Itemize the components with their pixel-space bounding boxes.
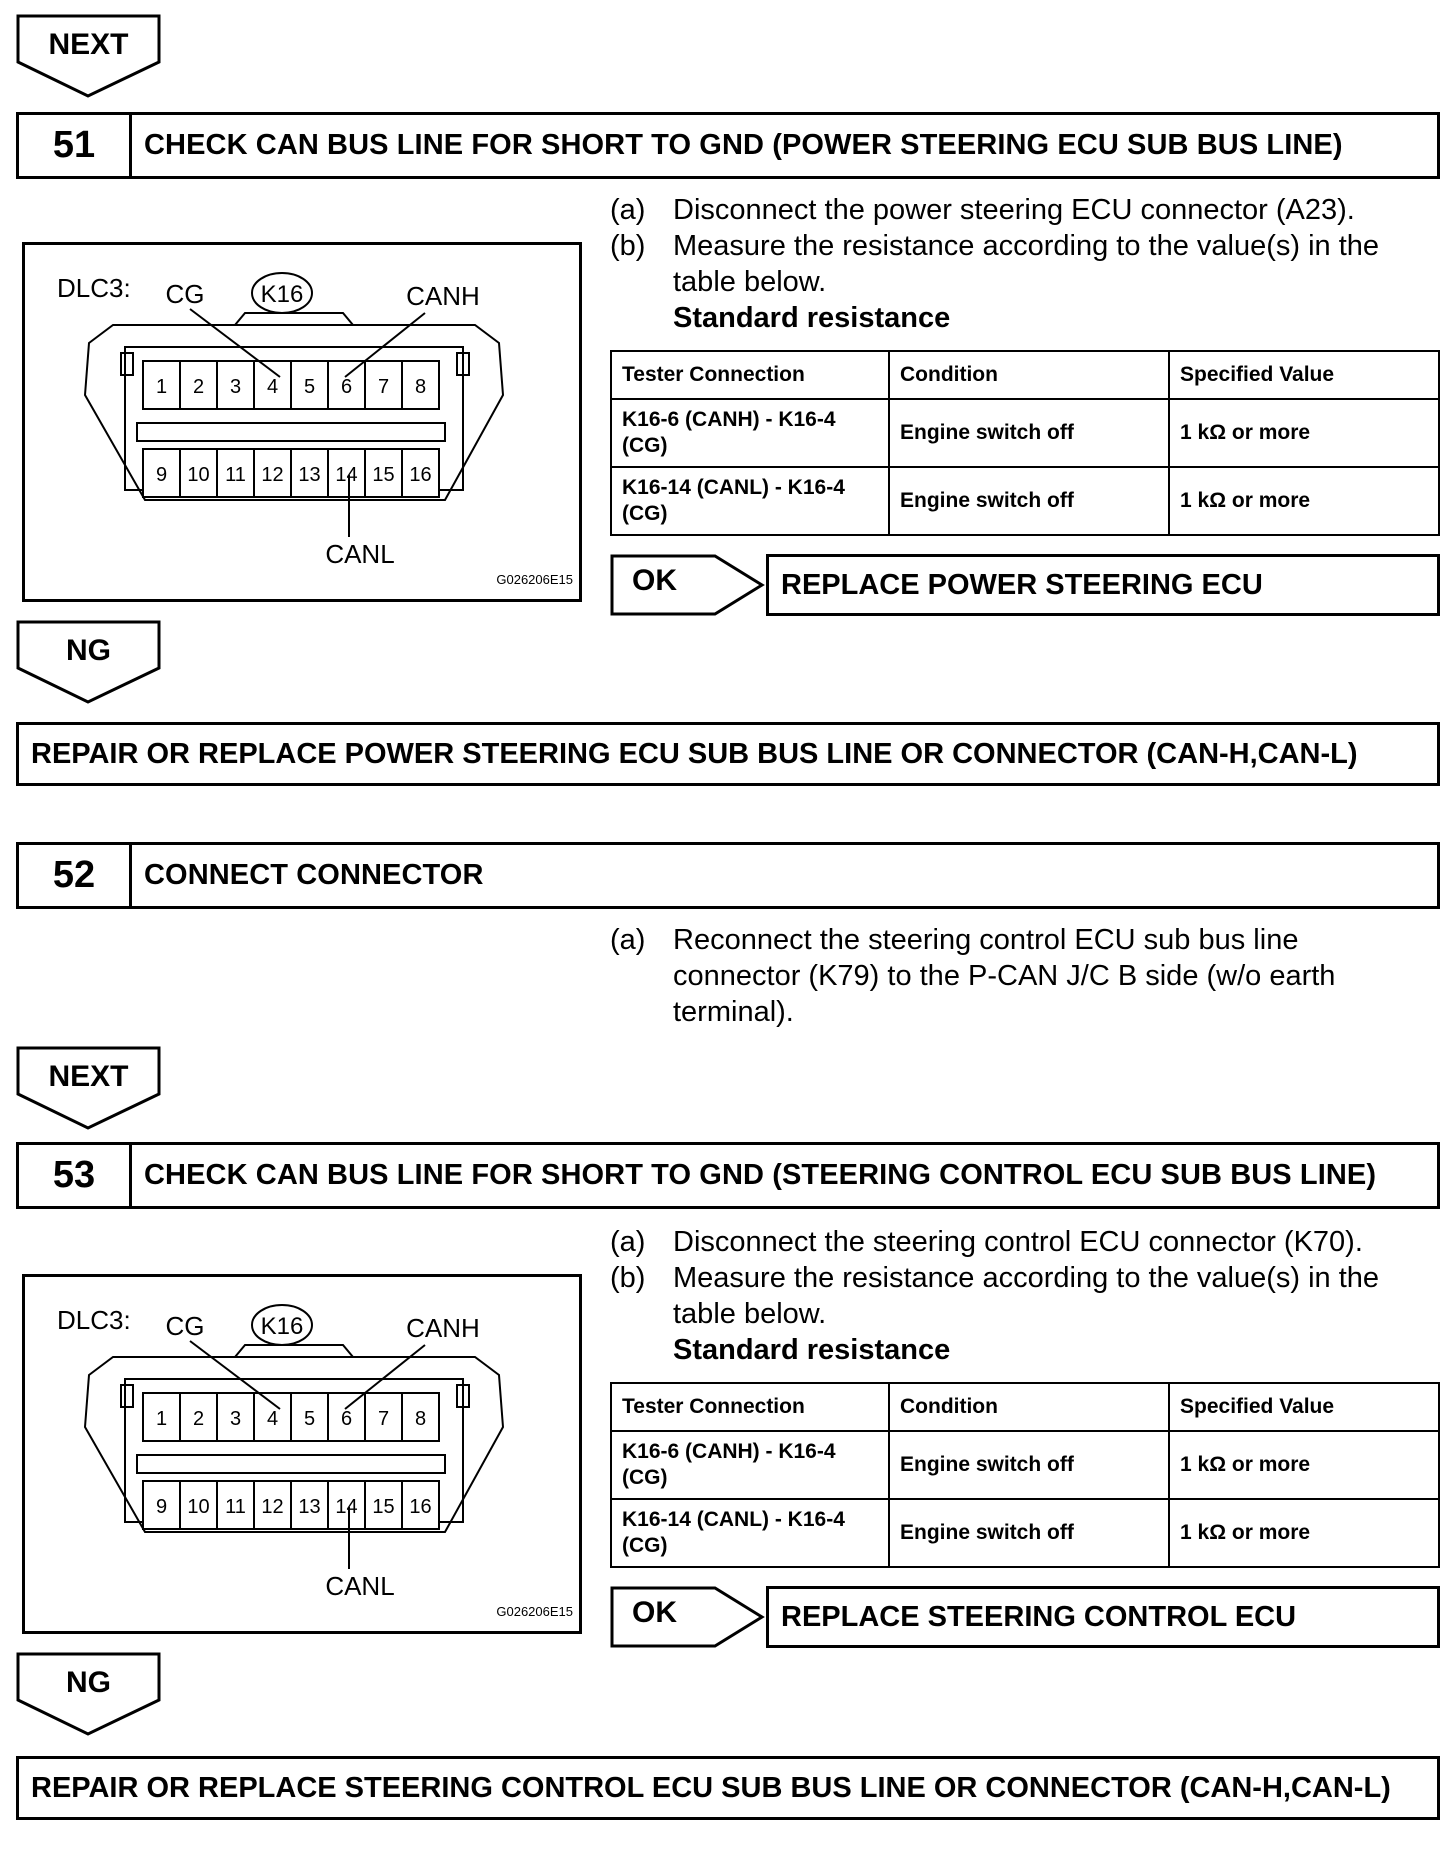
instruction-text: Disconnect the steering control ECU connector (K70). xyxy=(673,1226,1363,1258)
canl-label: CANL xyxy=(325,1571,395,1601)
pin-label: 7 xyxy=(377,376,390,398)
pin-label: 4 xyxy=(266,1408,279,1430)
dlc3-connector-drawing xyxy=(25,1277,585,1637)
step-number: 51 xyxy=(19,115,132,176)
dlc3-connector-drawing xyxy=(25,245,585,605)
next-label: NEXT xyxy=(48,28,129,61)
ok-label: OK xyxy=(632,564,677,597)
table-cell: K16-6 (CANH) - K16-4 (CG) xyxy=(611,1431,889,1499)
step-title: CHECK CAN BUS LINE FOR SHORT TO GND (POWER STEERING ECU SUB BUS LINE) xyxy=(144,129,1343,161)
instruction-letter: (a) xyxy=(610,1226,646,1258)
step-52-header xyxy=(16,842,1440,909)
next-label: NEXT xyxy=(48,1060,129,1093)
figure-code: G026206E15 xyxy=(496,572,573,587)
standard-row xyxy=(610,300,1440,336)
table-cell: 1 kΩ or more xyxy=(1169,399,1439,467)
cg-label: CG xyxy=(165,279,205,309)
instruction-letter: (a) xyxy=(610,194,646,226)
ng-result-box: REPAIR OR REPLACE POWER STEERING ECU SUB BUS LINE OR CONNECTOR (CAN-H,CAN-L) xyxy=(16,722,1440,786)
center-divider xyxy=(137,423,445,441)
table-row xyxy=(611,1499,1439,1567)
step-53-header xyxy=(16,1142,1440,1209)
latch-left xyxy=(121,353,133,375)
instruction-item xyxy=(610,1224,1440,1260)
pin-label: 5 xyxy=(303,1408,316,1430)
pin-label: 2 xyxy=(192,1408,205,1430)
pin-label: 1 xyxy=(155,1408,168,1430)
canh-label: CANH xyxy=(406,281,480,311)
pin-label: 16 xyxy=(409,1496,432,1518)
ok-label: OK xyxy=(632,1596,677,1629)
instruction-text: Reconnect the steering control ECU sub bus line connector (K79) to the P-CAN J/C B side (w/o earth terminal). xyxy=(673,924,1336,1028)
resistance-table xyxy=(610,1382,1440,1568)
instruction-text: Measure the resistance according to the value(s) in the table below. xyxy=(673,1262,1380,1330)
pin-label: 8 xyxy=(414,1408,427,1430)
table-cell: 1 kΩ or more xyxy=(1169,467,1439,535)
table-row xyxy=(611,467,1439,535)
ng-tag xyxy=(16,1652,161,1736)
ng-label: NG xyxy=(66,634,111,667)
pin-label: 2 xyxy=(192,376,205,398)
pin-label: 9 xyxy=(155,1496,168,1518)
table-cell: K16-14 (CANL) - K16-4 (CG) xyxy=(611,1499,889,1567)
pin-label: 5 xyxy=(303,376,316,398)
instruction-item xyxy=(610,192,1440,228)
step-53-instructions xyxy=(610,1224,1440,1368)
resistance-table xyxy=(610,350,1440,536)
instruction-letter: (b) xyxy=(610,1262,646,1294)
ok-arrow xyxy=(610,1586,765,1646)
canl-label: CANL xyxy=(325,539,395,569)
pin-label: 13 xyxy=(298,1496,321,1518)
ng-result-box: REPAIR OR REPLACE STEERING CONTROL ECU SUB BUS LINE OR CONNECTOR (CAN-H,CAN-L) xyxy=(16,1756,1440,1820)
latch-left xyxy=(121,1385,133,1407)
table-cell: Engine switch off xyxy=(889,1431,1169,1499)
header-cell: Condition xyxy=(889,1383,1169,1431)
instruction-item xyxy=(610,228,1440,300)
pin-label: 11 xyxy=(225,464,246,486)
dlc3-label: DLC3: xyxy=(57,1305,131,1335)
pin-label: 8 xyxy=(414,376,427,398)
pin-label: 16 xyxy=(409,464,432,486)
pin-label: 14 xyxy=(335,1496,358,1518)
ok-result-box: REPLACE STEERING CONTROL ECU xyxy=(766,1586,1440,1648)
instruction-item xyxy=(610,922,1440,1030)
table-cell: K16-14 (CANL) - K16-4 (CG) xyxy=(611,467,889,535)
step-52-instructions xyxy=(610,922,1440,1030)
next-tag xyxy=(16,1046,161,1130)
header-cell: Condition xyxy=(889,351,1169,399)
table-header-row xyxy=(611,351,1439,399)
connector-id-label: K16 xyxy=(260,1313,304,1340)
table-cell: 1 kΩ or more xyxy=(1169,1431,1439,1499)
table-row xyxy=(611,1431,1439,1499)
pin-label: 9 xyxy=(155,464,168,486)
step-51-instructions xyxy=(610,192,1440,336)
header-cell: Tester Connection xyxy=(611,1383,889,1431)
ok-arrow xyxy=(610,554,765,614)
step-number: 53 xyxy=(19,1145,132,1206)
dlc3-diagram xyxy=(22,242,582,602)
pin-label: 4 xyxy=(266,376,279,398)
pin-label: 3 xyxy=(229,1408,242,1430)
center-divider xyxy=(137,1455,445,1473)
instruction-text: Measure the resistance according to the value(s) in the table below. xyxy=(673,230,1380,298)
pin-label: 6 xyxy=(340,1408,353,1430)
instruction-letter: (a) xyxy=(610,924,646,956)
instruction-letter: (b) xyxy=(610,230,646,262)
dlc3-diagram xyxy=(22,1274,582,1634)
next-tag xyxy=(16,14,161,98)
pin-label: 10 xyxy=(187,464,210,486)
instruction-item xyxy=(610,1260,1440,1332)
table-row xyxy=(611,399,1439,467)
table-cell: Engine switch off xyxy=(889,1499,1169,1567)
dlc3-label: DLC3: xyxy=(57,273,131,303)
pin-label: 11 xyxy=(225,1496,246,1518)
pin-label: 10 xyxy=(187,1496,210,1518)
ok-result-box: REPLACE POWER STEERING ECU xyxy=(766,554,1440,616)
instruction-text: Disconnect the power steering ECU connector (A23). xyxy=(673,194,1355,226)
table-cell: Engine switch off xyxy=(889,399,1169,467)
header-cell: Specified Value xyxy=(1169,351,1439,399)
header-cell: Specified Value xyxy=(1169,1383,1439,1431)
pin-label: 7 xyxy=(377,1408,390,1430)
ng-label: NG xyxy=(66,1666,111,1699)
key-notch xyxy=(235,1345,353,1357)
pin-label: 3 xyxy=(229,376,242,398)
connector-id-label: K16 xyxy=(260,281,304,308)
step-title: CONNECT CONNECTOR xyxy=(144,859,484,891)
table-cell: K16-6 (CANH) - K16-4 (CG) xyxy=(611,399,889,467)
standard-row xyxy=(610,1332,1440,1368)
key-notch xyxy=(235,313,353,325)
pin-label: 6 xyxy=(340,376,353,398)
table-cell: 1 kΩ or more xyxy=(1169,1499,1439,1567)
standard-resistance-label: Standard resistance xyxy=(673,302,951,334)
canh-label: CANH xyxy=(406,1313,480,1343)
header-cell: Tester Connection xyxy=(611,351,889,399)
cg-label: CG xyxy=(165,1311,205,1341)
figure-code: G026206E15 xyxy=(496,1604,573,1619)
pin-label: 13 xyxy=(298,464,321,486)
step-51-header xyxy=(16,112,1440,179)
pin-label: 12 xyxy=(261,464,284,486)
pin-label: 15 xyxy=(372,464,395,486)
step-number: 52 xyxy=(19,845,132,906)
pin-label: 14 xyxy=(335,464,358,486)
pin-label: 1 xyxy=(155,376,168,398)
step-title: CHECK CAN BUS LINE FOR SHORT TO GND (STEERING CONTROL ECU SUB BUS LINE) xyxy=(144,1159,1377,1191)
standard-resistance-label: Standard resistance xyxy=(673,1334,951,1366)
pin-label: 12 xyxy=(261,1496,284,1518)
pin-label: 15 xyxy=(372,1496,395,1518)
table-header-row xyxy=(611,1383,1439,1431)
ng-tag xyxy=(16,620,161,704)
table-cell: Engine switch off xyxy=(889,467,1169,535)
